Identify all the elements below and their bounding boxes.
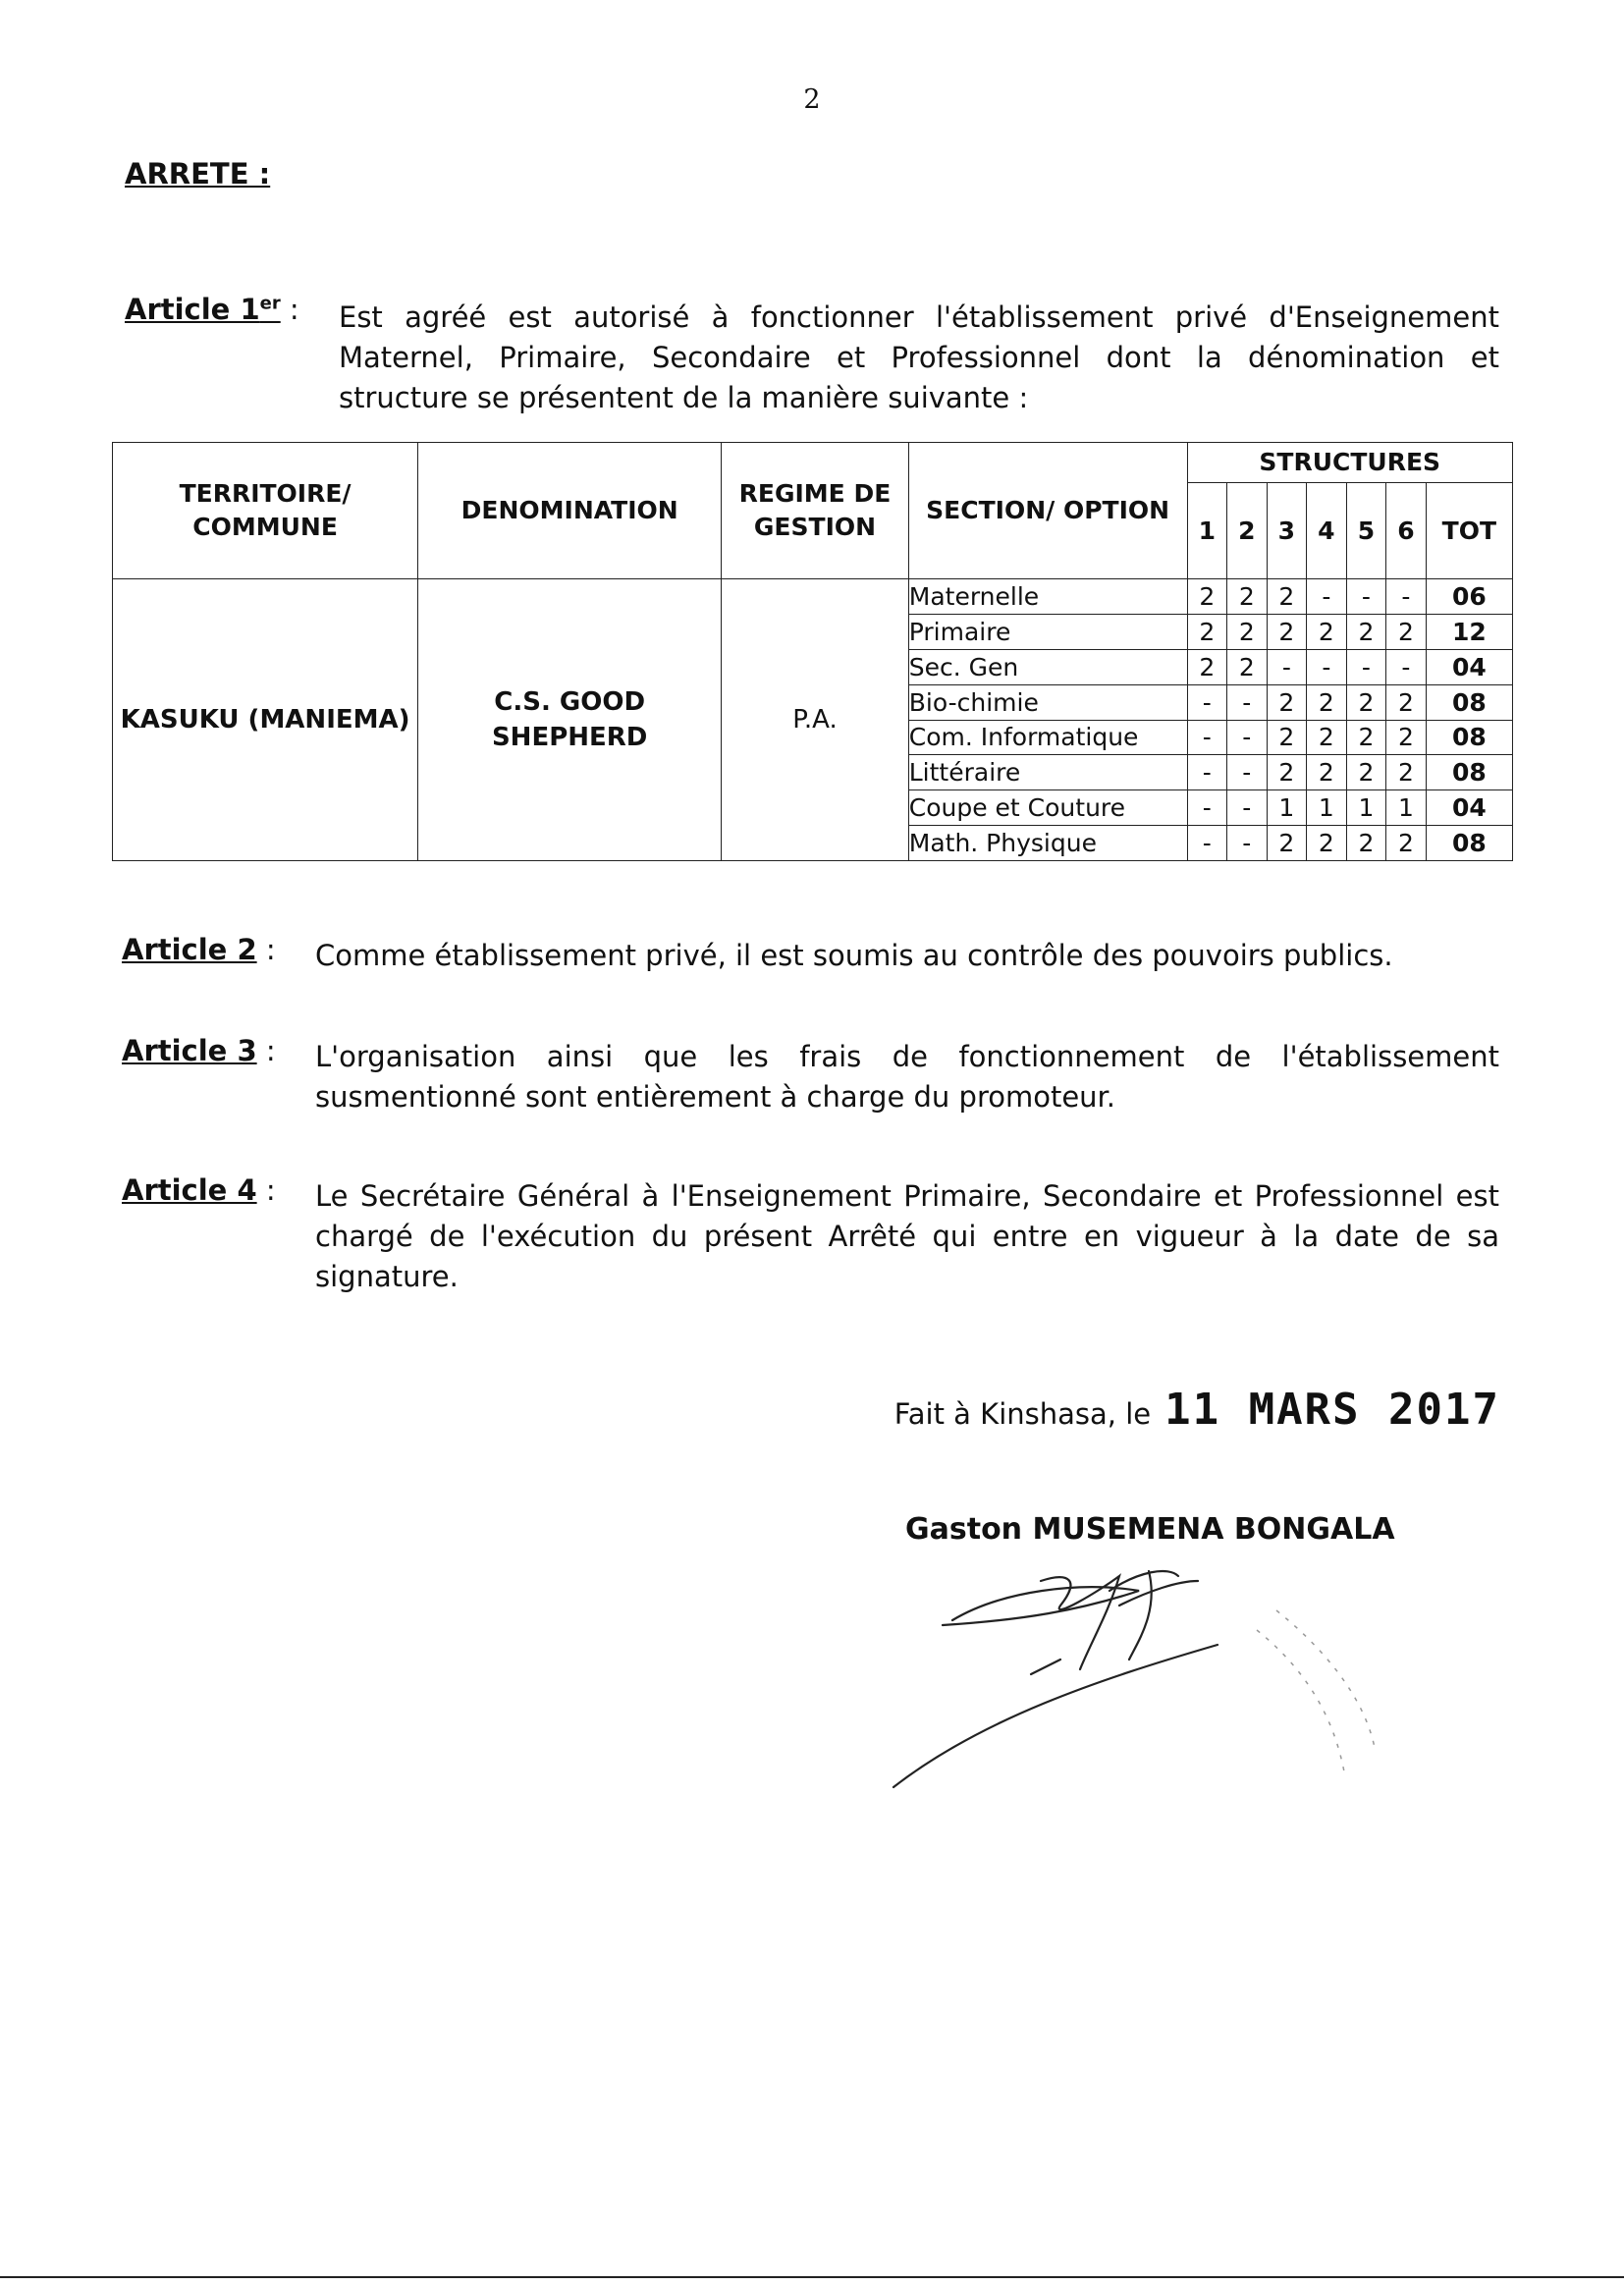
cell-regime: P.A.: [722, 579, 909, 861]
article-4-label-text: Article 4: [122, 1173, 257, 1207]
cell-year-4: 2: [1307, 826, 1347, 861]
cell-year-5: -: [1346, 649, 1386, 684]
cell-denomination: C.S. GOOD SHEPHERD: [418, 579, 722, 861]
cell-option: Sec. Gen: [908, 649, 1187, 684]
cell-option: Primaire: [908, 615, 1187, 650]
date-stamp: 11 MARS 2017: [1164, 1385, 1500, 1435]
header-col-1: 1: [1187, 482, 1227, 578]
cell-year-1: -: [1187, 720, 1227, 755]
bottom-rule: [0, 2276, 1624, 2278]
article-2-label-text: Article 2: [122, 933, 257, 966]
article-1-text: Est agréé est autorisé à fonctionner l'établissement privé d'Enseignement Maternel, Primaire, Secondaire et Professionnel dont la dénomination et structure se présentent de la manière suivante :: [339, 300, 1499, 414]
cell-year-4: 1: [1307, 790, 1347, 826]
cell-year-3: 2: [1267, 579, 1307, 615]
cell-option: Coupe et Couture: [908, 790, 1187, 826]
cell-option: Bio-chimie: [908, 684, 1187, 720]
cell-year-5: 2: [1346, 826, 1386, 861]
cell-year-1: -: [1187, 755, 1227, 790]
cell-year-2: -: [1227, 720, 1268, 755]
cell-year-6: 2: [1386, 720, 1427, 755]
cell-year-6: -: [1386, 579, 1427, 615]
article-4-text: Le Secrétaire Général à l'Enseignement Primaire, Secondaire et Professionnel est chargé de l'exécution du présent Arrêté qui entre en vigueur à la date de sa signature.: [315, 1179, 1499, 1293]
cell-year-6: 2: [1386, 684, 1427, 720]
cell-year-5: 1: [1346, 790, 1386, 826]
cell-year-2: 2: [1227, 649, 1268, 684]
decree-heading: ARRETE :: [125, 157, 271, 190]
cell-year-3: 2: [1267, 684, 1307, 720]
cell-territoire: KASUKU (MANIEMA): [113, 579, 418, 861]
cell-year-4: 2: [1307, 684, 1347, 720]
cell-option: Maternelle: [908, 579, 1187, 615]
cell-year-2: -: [1227, 826, 1268, 861]
signatory-name: Gaston MUSEMENA BONGALA: [905, 1512, 1395, 1547]
cell-option: Math. Physique: [908, 826, 1187, 861]
cell-year-4: -: [1307, 649, 1347, 684]
table-row: [113, 579, 1513, 615]
handwritten-signature: [884, 1551, 1512, 1817]
cell-year-3: 2: [1267, 720, 1307, 755]
cell-year-5: -: [1346, 579, 1386, 615]
cell-total: 12: [1426, 615, 1512, 650]
header-territoire: TERRITOIRE/ COMMUNE: [113, 443, 418, 579]
header-col-4: 4: [1307, 482, 1347, 578]
article-3-label: [122, 1034, 276, 1067]
cell-option: Com. Informatique: [908, 720, 1187, 755]
cell-year-5: 2: [1346, 615, 1386, 650]
header-col-3: 3: [1267, 482, 1307, 578]
place-and-date: [894, 1385, 1500, 1435]
article-2-label: [122, 933, 276, 966]
header-structures: STRUCTURES: [1187, 443, 1512, 483]
cell-year-1: 2: [1187, 615, 1227, 650]
cell-year-3: -: [1267, 649, 1307, 684]
header-regime: REGIME DE GESTION: [722, 443, 909, 579]
cell-year-2: -: [1227, 790, 1268, 826]
cell-year-6: 1: [1386, 790, 1427, 826]
article-3-text: L'organisation ainsi que les frais de fonctionnement de l'établissement susmentionné sont entièrement à charge du promoteur.: [315, 1040, 1499, 1114]
cell-year-6: 2: [1386, 755, 1427, 790]
cell-year-6: -: [1386, 649, 1427, 684]
article-3-colon: :: [256, 1034, 276, 1067]
cell-year-4: -: [1307, 579, 1347, 615]
header-col-6: 6: [1386, 482, 1427, 578]
cell-year-6: 2: [1386, 615, 1427, 650]
place-text: Fait à Kinshasa, le: [893, 1397, 1152, 1431]
cell-year-1: 2: [1187, 579, 1227, 615]
cell-year-4: 2: [1307, 755, 1347, 790]
school-structure-table: [112, 442, 1513, 861]
cell-year-2: -: [1227, 684, 1268, 720]
cell-year-4: 2: [1307, 720, 1347, 755]
article-4-colon: :: [256, 1173, 276, 1207]
cell-year-5: 2: [1346, 720, 1386, 755]
cell-year-2: -: [1227, 755, 1268, 790]
cell-year-2: 2: [1227, 615, 1268, 650]
article-3-label-text: Article 3: [122, 1034, 257, 1067]
article-1-label: [125, 293, 299, 326]
cell-year-1: -: [1187, 790, 1227, 826]
article-4-label: [122, 1173, 276, 1207]
cell-total: 08: [1426, 755, 1512, 790]
header-denomination: DENOMINATION: [418, 443, 722, 579]
article-2-text: Comme établissement privé, il est soumis au contrôle des pouvoirs publics.: [315, 939, 1393, 972]
cell-year-3: 1: [1267, 790, 1307, 826]
cell-total: 04: [1426, 790, 1512, 826]
article-1-label-sup: er: [259, 293, 281, 314]
header-col-tot: TOT: [1426, 482, 1512, 578]
cell-total: 06: [1426, 579, 1512, 615]
cell-year-2: 2: [1227, 579, 1268, 615]
cell-year-4: 2: [1307, 615, 1347, 650]
header-col-2: 2: [1227, 482, 1268, 578]
cell-year-5: 2: [1346, 755, 1386, 790]
cell-year-1: -: [1187, 684, 1227, 720]
cell-total: 08: [1426, 684, 1512, 720]
article-1-label-text: Article 1: [125, 293, 260, 326]
cell-year-6: 2: [1386, 826, 1427, 861]
cell-total: 04: [1426, 649, 1512, 684]
page-number: 2: [803, 84, 821, 115]
cell-total: 08: [1426, 826, 1512, 861]
cell-year-3: 2: [1267, 826, 1307, 861]
article-2-colon: :: [256, 933, 276, 966]
header-col-5: 5: [1346, 482, 1386, 578]
cell-option: Littéraire: [908, 755, 1187, 790]
cell-year-5: 2: [1346, 684, 1386, 720]
header-section: SECTION/ OPTION: [908, 443, 1187, 579]
cell-year-1: 2: [1187, 649, 1227, 684]
cell-year-3: 2: [1267, 755, 1307, 790]
article-1-colon: :: [280, 293, 299, 326]
cell-year-1: -: [1187, 826, 1227, 861]
cell-year-3: 2: [1267, 615, 1307, 650]
cell-total: 08: [1426, 720, 1512, 755]
